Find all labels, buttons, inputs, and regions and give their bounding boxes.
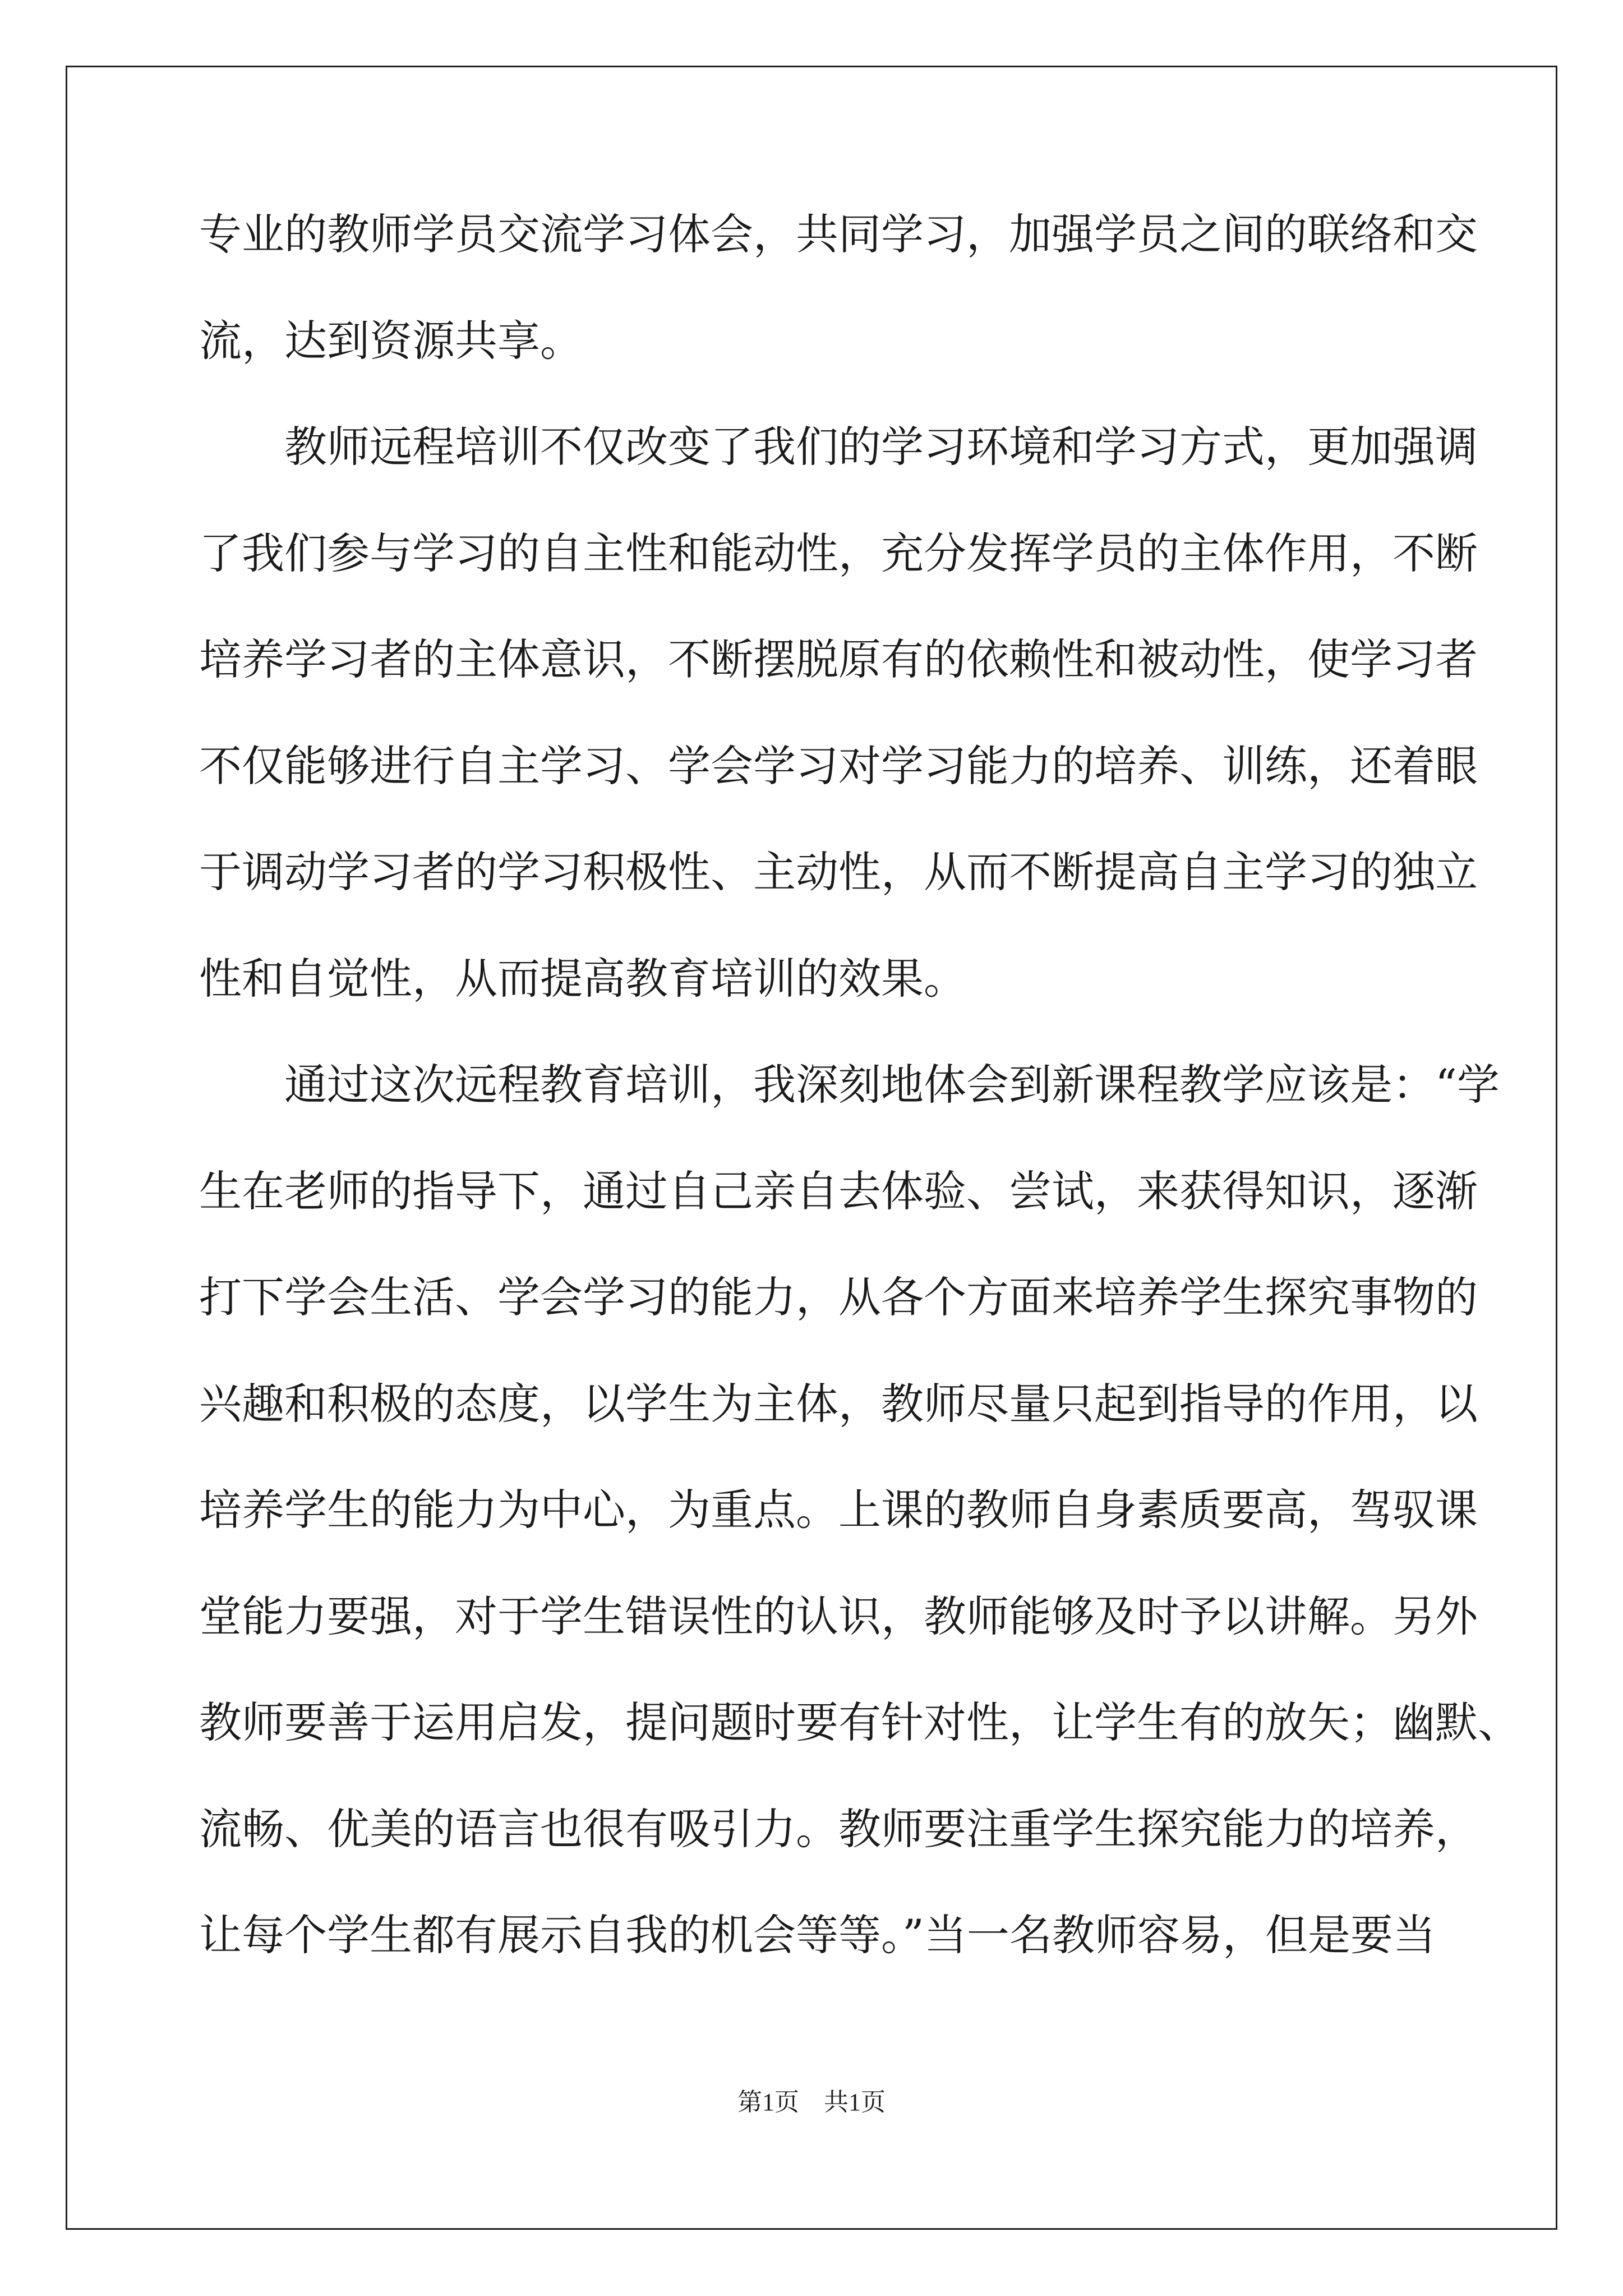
text-line: 性和自觉性，从而提高教育培训的效果。 [199, 953, 966, 1004]
page-footer: 第1页 共1页 [737, 2088, 886, 2116]
text-line: 了我们参与学习的自主性和能动性，充分发挥学员的主体作用，不断 [199, 528, 1478, 578]
text-line: 教师远程培训不仅改变了我们的学习环境和学习方式，更加强调 [199, 422, 1478, 472]
text-line: 流，达到资源共享。 [199, 315, 583, 366]
text-line: 让每个学生都有展示自我的机会等等。”当一名教师容易，但是要当 [199, 1910, 1436, 1960]
text-line: 堂能力要强，对于学生错误性的认识，教师能够及时予以讲解。另外 [199, 1591, 1478, 1641]
text-line: 培养学生的能力为中心，为重点。上课的教师自身素质要高，驾驭课 [199, 1485, 1478, 1535]
text-line: 通过这次远程教育培训，我深刻地体会到新课程教学应该是：“学 [199, 1060, 1500, 1110]
text-line: 培养学习者的主体意识，不断摆脱原有的依赖性和被动性，使学习者 [199, 634, 1478, 684]
document-body [199, 206, 1520, 2014]
text-line: 专业的教师学员交流学习体会，共同学习，加强学员之间的联络和交 [199, 209, 1478, 259]
text-line: 教师要善于运用启发，提问题时要有针对性，让学生有的放矢；幽默、 [199, 1697, 1520, 1747]
text-line: 生在老师的指导下，通过自己亲自去体验、尝试，来获得知识，逐渐 [199, 1166, 1478, 1216]
text-line: 打下学会生活、学会学习的能力，从各个方面来培养学生探究事物的 [199, 1272, 1478, 1322]
text-line: 于调动学习者的学习积极性、主动性，从而不断提高自主学习的独立 [199, 847, 1478, 897]
text-line: 流畅、优美的语言也很有吸引力。教师要注重学生探究能力的培养， [199, 1803, 1478, 1854]
text-line: 兴趣和积极的态度，以学生为主体，教师尽量只起到指导的作用，以 [199, 1378, 1478, 1429]
text-line: 不仅能够进行自主学习、学会学习对学习能力的培养、训练，还着眼 [199, 740, 1478, 791]
